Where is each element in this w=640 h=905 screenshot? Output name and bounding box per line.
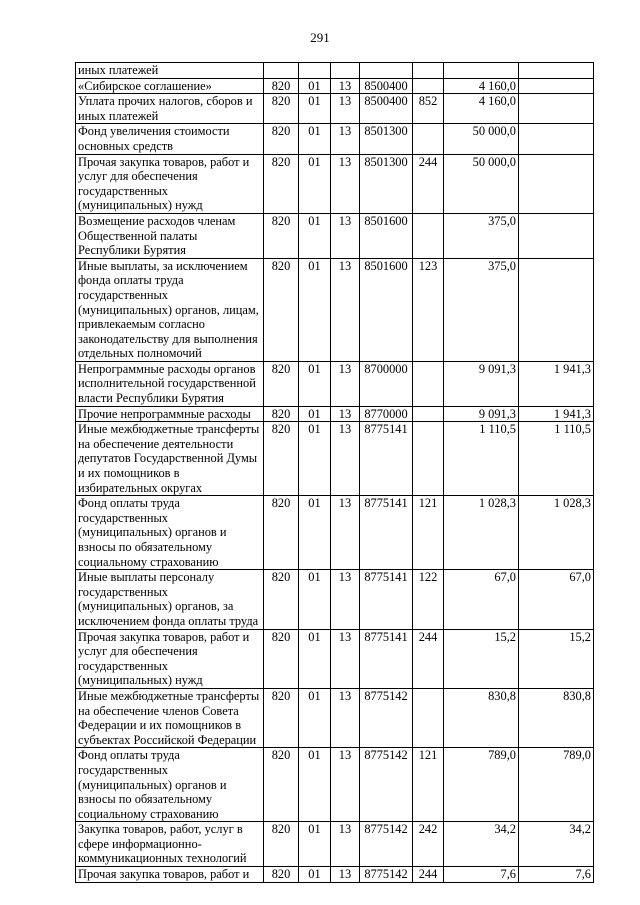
ministry-code-cell: 820 — [264, 629, 299, 688]
federal-amount-cell: 15,2 — [519, 629, 594, 688]
subsection-code-cell: 13 — [331, 406, 360, 422]
subsection-code-cell: 13 — [331, 213, 360, 258]
target-article-cell: 8775142 — [360, 688, 413, 747]
subsection-code-cell: 13 — [331, 78, 360, 94]
amount-cell: 1 110,5 — [444, 422, 519, 496]
amount-cell: 7,6 — [444, 867, 519, 883]
expense-type-cell — [413, 78, 444, 94]
ministry-code-cell: 820 — [264, 496, 299, 570]
target-article-cell: 8501300 — [360, 124, 413, 154]
federal-amount-cell — [519, 94, 594, 124]
expense-name-cell: Прочая закупка товаров, работ и услуг для обеспечения государственных (муниципальных) нужд — [76, 154, 264, 213]
amount-cell: 789,0 — [444, 748, 519, 822]
ministry-code-cell: 820 — [264, 78, 299, 94]
section-code-cell: 01 — [299, 94, 331, 124]
subsection-code-cell: 13 — [331, 124, 360, 154]
section-code-cell: 01 — [299, 688, 331, 747]
section-code-cell: 01 — [299, 629, 331, 688]
target-article-cell: 8500400 — [360, 94, 413, 124]
federal-amount-cell: 789,0 — [519, 748, 594, 822]
amount-cell: 4 160,0 — [444, 94, 519, 124]
expense-name-cell: Возмещение расходов членам Общественной палаты Республики Бурятия — [76, 213, 264, 258]
expense-type-cell — [413, 406, 444, 422]
table-row — [76, 63, 594, 79]
table-row — [76, 867, 594, 883]
table-row — [76, 422, 594, 496]
expense-name-cell: Прочая закупка товаров, работ и услуг для обеспечения государственных (муниципальных) нужд — [76, 629, 264, 688]
subsection-code-cell: 13 — [331, 867, 360, 883]
federal-amount-cell: 1 110,5 — [519, 422, 594, 496]
expense-type-cell: 852 — [413, 94, 444, 124]
expense-name-cell: Непрограммные расходы органов исполнительной государственной власти Республики Бурятия — [76, 361, 264, 406]
subsection-code-cell: 13 — [331, 154, 360, 213]
expense-name-cell: Иные межбюджетные трансферты на обеспечение членов Совета Федерации и их помощников в субъектах Российской Федерации — [76, 688, 264, 747]
section-code-cell — [299, 63, 331, 79]
table-row — [76, 154, 594, 213]
expense-type-cell: 244 — [413, 629, 444, 688]
subsection-code-cell: 13 — [331, 688, 360, 747]
expense-type-cell — [413, 63, 444, 79]
expense-type-cell — [413, 213, 444, 258]
table-row — [76, 822, 594, 867]
subsection-code-cell: 13 — [331, 570, 360, 629]
target-article-cell: 8501600 — [360, 258, 413, 361]
expense-type-cell: 121 — [413, 496, 444, 570]
amount-cell: 375,0 — [444, 213, 519, 258]
federal-amount-cell — [519, 78, 594, 94]
federal-amount-cell: 830,8 — [519, 688, 594, 747]
federal-amount-cell — [519, 124, 594, 154]
federal-amount-cell — [519, 63, 594, 79]
amount-cell: 4 160,0 — [444, 78, 519, 94]
amount-cell: 830,8 — [444, 688, 519, 747]
ministry-code-cell: 820 — [264, 213, 299, 258]
target-article-cell: 8770000 — [360, 406, 413, 422]
expense-type-cell: 244 — [413, 867, 444, 883]
amount-cell: 50 000,0 — [444, 154, 519, 213]
subsection-code-cell: 13 — [331, 822, 360, 867]
table-row — [76, 213, 594, 258]
amount-cell: 34,2 — [444, 822, 519, 867]
target-article-cell: 8775142 — [360, 748, 413, 822]
expense-type-cell: 121 — [413, 748, 444, 822]
section-code-cell: 01 — [299, 406, 331, 422]
subsection-code-cell: 13 — [331, 94, 360, 124]
table-row — [76, 361, 594, 406]
table-body — [76, 63, 594, 883]
subsection-code-cell: 13 — [331, 361, 360, 406]
ministry-code-cell: 820 — [264, 422, 299, 496]
table-row — [76, 629, 594, 688]
expense-name-cell: Фонд увеличения стоимости основных средств — [76, 124, 264, 154]
amount-cell: 1 028,3 — [444, 496, 519, 570]
target-article-cell: 8775142 — [360, 867, 413, 883]
target-article-cell: 8501300 — [360, 154, 413, 213]
section-code-cell: 01 — [299, 124, 331, 154]
amount-cell: 50 000,0 — [444, 124, 519, 154]
expense-type-cell: 123 — [413, 258, 444, 361]
subsection-code-cell: 13 — [331, 629, 360, 688]
ministry-code-cell: 820 — [264, 570, 299, 629]
target-article-cell: 8775142 — [360, 822, 413, 867]
ministry-code-cell: 820 — [264, 822, 299, 867]
section-code-cell: 01 — [299, 154, 331, 213]
ministry-code-cell — [264, 63, 299, 79]
expense-name-cell: Уплата прочих налогов, сборов и иных платежей — [76, 94, 264, 124]
expense-name-cell: «Сибирское соглашение» — [76, 78, 264, 94]
amount-cell: 67,0 — [444, 570, 519, 629]
expense-name-cell: Закупка товаров, работ, услуг в сфере информационно-коммуникационных технологий — [76, 822, 264, 867]
target-article-cell: 8500400 — [360, 78, 413, 94]
table-row — [76, 688, 594, 747]
ministry-code-cell: 820 — [264, 748, 299, 822]
ministry-code-cell: 820 — [264, 688, 299, 747]
federal-amount-cell: 34,2 — [519, 822, 594, 867]
ministry-code-cell: 820 — [264, 406, 299, 422]
expense-type-cell: 242 — [413, 822, 444, 867]
section-code-cell: 01 — [299, 570, 331, 629]
expense-name-cell: иных платежей — [76, 63, 264, 79]
expense-name-cell: Фонд оплаты труда государственных (муниципальных) органов и взносы по обязательному социальному страхованию — [76, 748, 264, 822]
ministry-code-cell: 820 — [264, 258, 299, 361]
target-article-cell: 8775141 — [360, 570, 413, 629]
section-code-cell: 01 — [299, 213, 331, 258]
expense-name-cell: Иные выплаты персоналу государственных (муниципальных) органов, за исключением фонда оплаты труда — [76, 570, 264, 629]
section-code-cell: 01 — [299, 822, 331, 867]
subsection-code-cell — [331, 63, 360, 79]
page-number: 291 — [310, 30, 330, 45]
expense-type-cell — [413, 124, 444, 154]
federal-amount-cell: 1 028,3 — [519, 496, 594, 570]
section-code-cell: 01 — [299, 258, 331, 361]
subsection-code-cell: 13 — [331, 258, 360, 361]
ministry-code-cell: 820 — [264, 361, 299, 406]
target-article-cell: 8775141 — [360, 496, 413, 570]
section-code-cell: 01 — [299, 78, 331, 94]
target-article-cell: 8700000 — [360, 361, 413, 406]
federal-amount-cell — [519, 213, 594, 258]
expense-type-cell — [413, 361, 444, 406]
section-code-cell: 01 — [299, 422, 331, 496]
table-row — [76, 496, 594, 570]
table-row — [76, 570, 594, 629]
federal-amount-cell: 1 941,3 — [519, 361, 594, 406]
subsection-code-cell: 13 — [331, 422, 360, 496]
table-row — [76, 406, 594, 422]
section-code-cell: 01 — [299, 496, 331, 570]
expense-type-cell — [413, 688, 444, 747]
expense-type-cell: 244 — [413, 154, 444, 213]
subsection-code-cell: 13 — [331, 748, 360, 822]
expense-name-cell: Фонд оплаты труда государственных (муниципальных) органов и взносы по обязательному социальному страхованию — [76, 496, 264, 570]
ministry-code-cell: 820 — [264, 124, 299, 154]
target-article-cell: 8501600 — [360, 213, 413, 258]
section-code-cell: 01 — [299, 361, 331, 406]
table-row — [76, 748, 594, 822]
amount-cell: 375,0 — [444, 258, 519, 361]
amount-cell: 15,2 — [444, 629, 519, 688]
ministry-code-cell: 820 — [264, 94, 299, 124]
amount-cell — [444, 63, 519, 79]
federal-amount-cell: 67,0 — [519, 570, 594, 629]
target-article-cell: 8775141 — [360, 629, 413, 688]
section-code-cell: 01 — [299, 748, 331, 822]
table-row — [76, 78, 594, 94]
expense-type-cell: 122 — [413, 570, 444, 629]
subsection-code-cell: 13 — [331, 496, 360, 570]
ministry-code-cell: 820 — [264, 154, 299, 213]
amount-cell: 9 091,3 — [444, 361, 519, 406]
federal-amount-cell: 7,6 — [519, 867, 594, 883]
table-row — [76, 124, 594, 154]
expense-name-cell: Иные межбюджетные трансферты на обеспечение деятельности депутатов Государственной Думы и их помощников в избирательных округах — [76, 422, 264, 496]
expense-name-cell: Прочие непрограммные расходы — [76, 406, 264, 422]
table-row — [76, 94, 594, 124]
federal-amount-cell: 1 941,3 — [519, 406, 594, 422]
expense-name-cell: Прочая закупка товаров, работ и — [76, 867, 264, 883]
expense-name-cell: Иные выплаты, за исключением фонда оплаты труда государственных (муниципальных) органов, лицам, привлекаемым согласно законодательству для выполнения отдельных полномочий — [76, 258, 264, 361]
budget-table — [75, 62, 594, 883]
federal-amount-cell — [519, 258, 594, 361]
target-article-cell — [360, 63, 413, 79]
federal-amount-cell — [519, 154, 594, 213]
amount-cell: 9 091,3 — [444, 406, 519, 422]
target-article-cell: 8775141 — [360, 422, 413, 496]
section-code-cell: 01 — [299, 867, 331, 883]
ministry-code-cell: 820 — [264, 867, 299, 883]
expense-type-cell — [413, 422, 444, 496]
table-row — [76, 258, 594, 361]
